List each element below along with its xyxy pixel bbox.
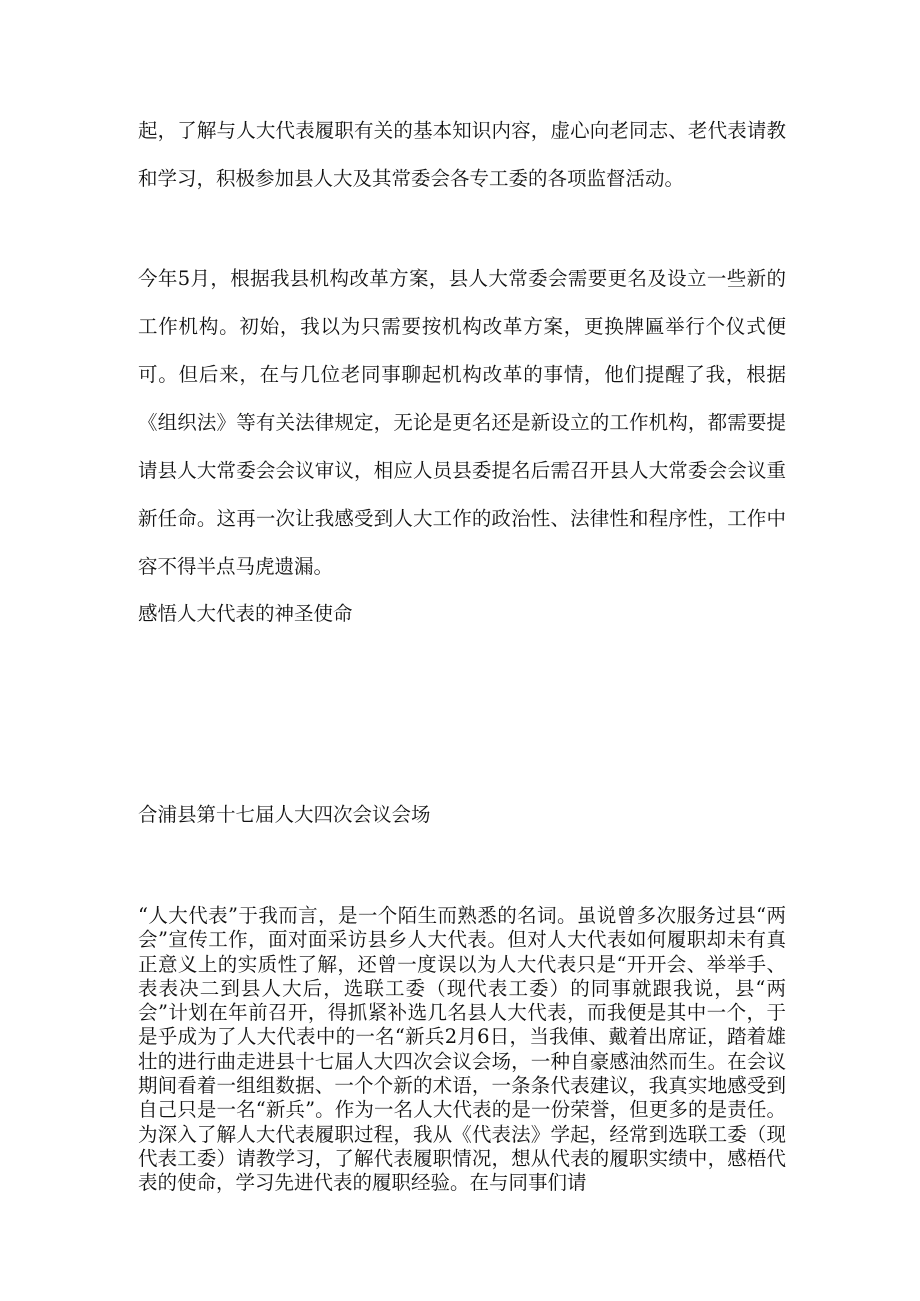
paragraph-bottom: “人大代表”于我而言，是一个陌生而熟悉的名词。虽说曾多次服务过县“两会”宣传工作，面对面采访县乡人大代表。但对人大代表如何履职却未有真正意义上的实质性了解，还曾一度误以为人大代表只是“开开会、举举手、表表决二到县人大后，选联工委（现代表工委）的同事就跟我说，县“两会”计划在年前召开，得抓紧补选几名县人大代表，而我便是其中一个，于是乎成为了人大代表中的一名“新兵2月6日，当我俥、戴着出席证，踏着雄壮的进行曲走进县十七届人大四次会议会场，一种自豪感油然而生。在会议期间看着一组组数据、一个个新的术语，一条条代表建议，我真实地感受到自己只是一名“新兵”。作为一名人大代表的是一份荣誉，但更多的是责任。为深入了解人大代表履职过程，我从《代表法》学起，经常到选联工委（现代表工委）请教学习，了解代表履职情况，想从代表的履职实绩中，感梧代表的使命，学习先进代表的履职经验。在与同事们请 (138, 904, 786, 1195)
paragraph-top: 起，了解与人大代表履职有关的基本知识内容，虚心向老同志、老代表请教和学习，积极参加县人大及其常委会各专工委的各项监督活动。 (138, 119, 786, 190)
paragraph-reform: 今年5月，根据我县机构改革方案，县人大常委会需要更名及设立一些新的工作机构。初始，我以为只需要按机构改革方案，更换牌匾举行个仪式便可。但后来，在与几位老同事聊起机构改革的事情，他们提醒了我，根据《组织法》等有关法律规定，无论是更名还是新设立的工作机构，都需要提请县人大常委会会议审议，相应人员县委提名后需召开县人大常委会会议重新任命。这再一次让我感受到人大工作的政治性、法律性和程序性，工作中容不得半点马虎遗漏。 (138, 267, 786, 578)
section-heading: 感悟人大代表的神圣使命 (138, 602, 353, 625)
photo-caption: 合浦县第十七届人大四次会议会场 (138, 803, 431, 826)
